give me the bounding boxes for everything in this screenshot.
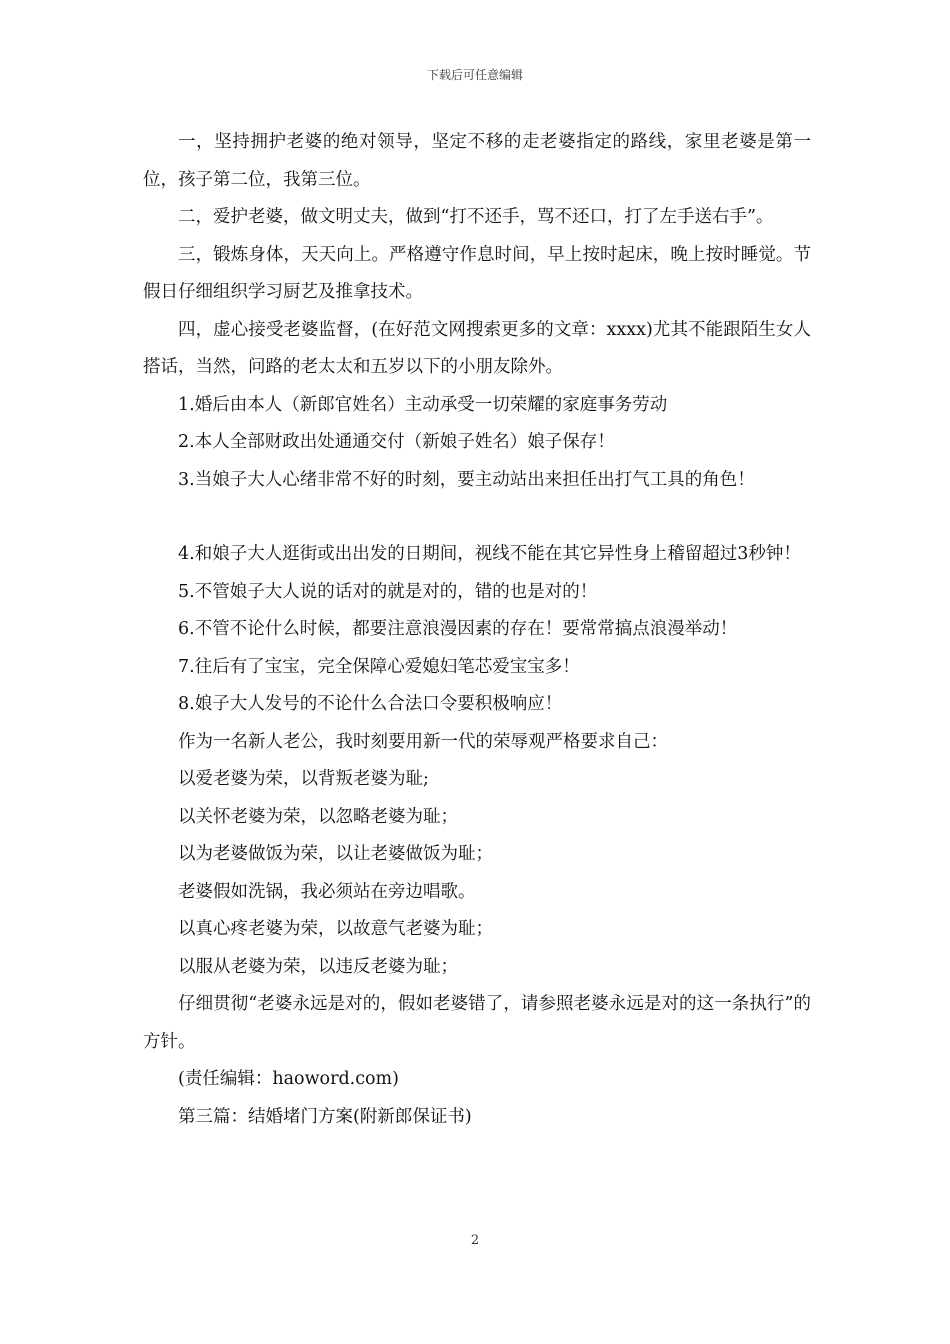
list-item-4: 4.和娘子大人逛街或出出发的日期间，视线不能在其它异性身上稽留超过3秒钟！ [178,544,801,564]
honor-line: 以关怀老婆为荣，以忽略老婆为耻； [178,806,458,827]
list-item: 5.不管娘子大人说的话对的就是对的，错的也是对的！ [178,581,598,602]
honor-line: 以真心疼老婆为荣，以故意气老婆为耻； [178,919,493,939]
list-item: 7.往后有了宝宝，完全保障心爱媳妇笔芯爱宝宝多！ [178,656,580,677]
paragraph-1: 一，坚持拥护老婆的绝对领导，坚定不移的走老婆指定的路线，家里老婆是第一位，孩子第二位，我第三位。 [143,132,811,190]
honor-line: 以服从老婆为荣，以违反老婆为耻； [178,956,458,977]
editor-credit: (责任编辑：haoword.com) [178,1069,399,1089]
intro-line: 作为一名新人老公，我时刻要用新一代的荣辱观严格要求自己： [178,731,668,752]
list-item: 2.本人全部财政出处通通交付（新娘子姓名）娘子保存！ [178,432,615,452]
list-item: 8.娘子大人发号的不论什么合法口令要积极响应！ [178,694,563,714]
page-number: 2 [470,1233,480,1248]
honor-line: 以爱老婆为荣，以背叛老婆为耻; [178,769,429,789]
paragraph-4: 四，虚心接受老婆监督，(在好范文网搜索更多的文章：xxxx)尤其不能跟陌生女人搭话，当然，问路的老太太和五岁以下的小朋友除外。 [143,319,811,377]
document-body [143,124,811,1136]
page-header-note: 下载后可任意编辑 [426,68,523,82]
list-item: 1.婚后由本人（新郎官姓名）主动承受一切荣耀的家庭事务劳动 [178,394,668,415]
list-item: 3.当娘子大人心绪非常不好的时刻，要主动站出来担任出打气工具的角色！ [178,469,755,490]
next-section-title: 第三篇：结婚堵门方案(附新郎保证书) [178,1106,472,1127]
paragraph-3: 三，锻炼身体，天天向上。严格遵守作息时间，早上按时起床，晚上按时睡觉。节假日仔细组织学习厨艺及推拿技术。 [143,244,811,302]
honor-line: 以为老婆做饭为荣，以让老婆做饭为耻； [178,844,493,864]
closing-paragraph: 仔细贯彻“老婆永远是对的，假如老婆错了，请参照老婆永远是对的这一条执行”的方针。 [143,994,811,1052]
list-item: 6.不管不论什么时候，都要注意浪漫因素的存在！要常常搞点浪漫举动！ [178,619,738,639]
honor-line: 老婆假如洗锅，我必须站在旁边唱歌。 [178,881,476,902]
paragraph-2: 二，爱护老婆，做文明丈夫，做到“打不还手，骂不还口，打了左手送右手”。 [178,207,774,227]
blank-line [143,499,811,536]
